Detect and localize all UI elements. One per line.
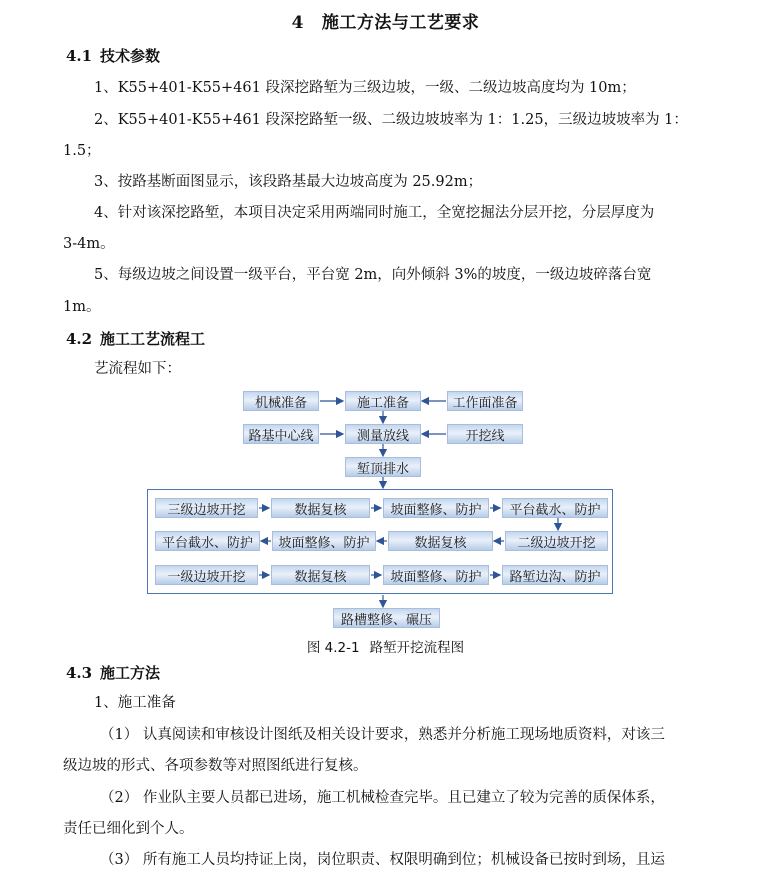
paragraph-line: 1m。 — [63, 299, 101, 315]
subsection-number: 4.3 — [66, 664, 93, 682]
node-centerline: 路基中心线 — [243, 424, 319, 444]
node-construction-prep: 施工准备 — [345, 391, 421, 411]
paragraph-line: 1、施工准备 — [94, 695, 176, 711]
paragraph-line: 级边坡的形式、各项参数等对照图纸进行复核。 — [63, 758, 368, 774]
node-survey: 测量放线 — [345, 424, 421, 444]
node-final-compaction: 路槽整修、碾压 — [333, 608, 440, 628]
node-workface-prep: 工作面准备 — [447, 391, 523, 411]
paragraph-line: 责任已细化到个人。 — [63, 821, 194, 837]
paragraph-line: 3-4m。 — [63, 236, 115, 252]
node-row2: 平台截水、防护 — [155, 531, 260, 551]
subsection-title: 施工方法 — [100, 664, 161, 682]
paragraph-line: （3） 所有施工人员均持证上岗，岗位职责、权限明确到位；机械设备已按时到场，且运 — [100, 852, 665, 868]
node-row1: 三级边坡开挖 — [155, 498, 258, 518]
paragraph-line: 5、每级边坡之间设置一级平台，平台宽 2m，向外倾斜 3%的坡度，一级边坡碎落台宽 — [94, 267, 652, 283]
subsection-number: 4.1 — [66, 47, 93, 65]
paragraph-line: （2） 作业队主要人员都已进场，施工机械检查完毕。且已建立了较为完善的质保体系， — [100, 790, 665, 806]
caption-number: 图 4.2-1 — [306, 640, 360, 656]
paragraph-line: （1） 认真阅读和审核设计图纸及相关设计要求，熟悉并分析施工现场地质资料，对该三 — [100, 727, 665, 743]
paragraph-line: 1、K55+401-K55+461 段深挖路堑为三级边坡，一级、二级边坡高度均为 10m； — [94, 80, 636, 96]
node-row3: 坡面整修、防护 — [383, 565, 489, 585]
subsection-heading-4-3 — [66, 662, 160, 683]
section-number: 4 — [291, 13, 304, 33]
paragraph-line: 1.5； — [63, 143, 101, 159]
caption-text: 路堑开挖流程图 — [369, 640, 465, 656]
node-row2: 二级边坡开挖 — [505, 531, 608, 551]
node-excavation-line: 开挖线 — [447, 424, 523, 444]
paragraph-line: 艺流程如下： — [94, 361, 181, 377]
node-row3: 数据复核 — [271, 565, 370, 585]
paragraph-line: 4、针对该深挖路堑，本项目决定采用两端同时施工，全宽挖掘法分层开挖，分层厚度为 — [94, 205, 655, 221]
section-title: 施工方法与工艺要求 — [321, 13, 480, 33]
subsection-title: 技术参数 — [100, 47, 161, 65]
node-row1: 平台截水、防护 — [502, 498, 608, 518]
node-row2: 数据复核 — [388, 531, 493, 551]
node-top-drainage: 堑顶排水 — [345, 457, 421, 477]
node-machine-prep: 机械准备 — [243, 391, 319, 411]
subsection-title: 施工工艺流程工 — [100, 330, 206, 348]
paragraph-line: 3、按路基断面图显示，该段路基最大边坡高度为 25.92m； — [94, 174, 483, 190]
node-row3: 一级边坡开挖 — [155, 565, 258, 585]
node-row3: 路堑边沟、防护 — [502, 565, 608, 585]
node-row1: 数据复核 — [271, 498, 370, 518]
paragraph-line: 2、K55+401-K55+461 段深挖路堑一级、二级边坡坡率为 1：1.25，三级边坡坡率为 1： — [94, 112, 688, 128]
subsection-number: 4.2 — [66, 330, 93, 348]
node-row2: 坡面整修、防护 — [272, 531, 376, 551]
figure-caption — [0, 636, 771, 656]
node-row1: 坡面整修、防护 — [383, 498, 489, 518]
